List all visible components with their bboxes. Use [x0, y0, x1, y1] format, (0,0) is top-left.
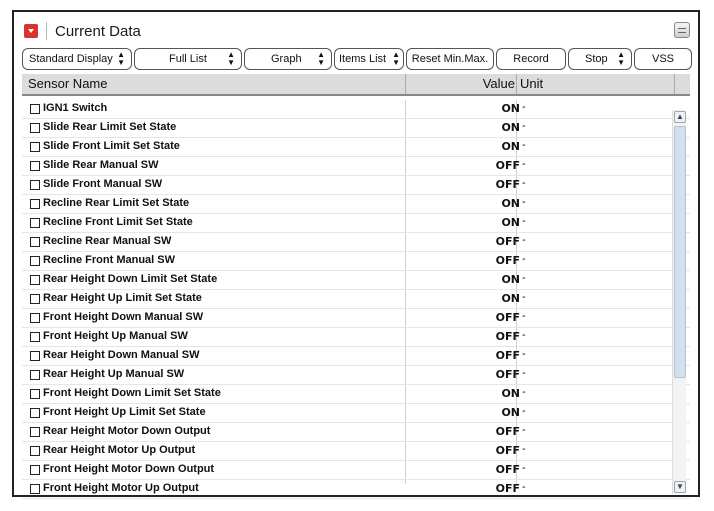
row-checkbox[interactable]: [30, 199, 40, 209]
sensor-unit: -: [522, 120, 526, 132]
standard-display-select[interactable]: [22, 48, 132, 70]
sensor-unit: -: [522, 405, 526, 417]
collapse-icon[interactable]: [24, 24, 38, 38]
sensor-unit: -: [522, 291, 526, 303]
row-checkbox[interactable]: [30, 389, 40, 399]
table-row[interactable]: [22, 309, 690, 328]
sensor-name: Front Height Motor Up Output: [43, 482, 199, 494]
sort-arrows-icon: ▲ ▼: [117, 50, 125, 67]
sensor-value: OFF: [495, 311, 520, 324]
table-row[interactable]: [22, 214, 690, 233]
row-checkbox[interactable]: [30, 313, 40, 323]
sensor-value: ON: [501, 292, 520, 305]
header-sensor-name[interactable]: Sensor Name: [28, 76, 108, 91]
sensor-unit: -: [522, 481, 526, 493]
table-row[interactable]: [22, 385, 690, 404]
sensor-name: Recline Front Manual SW: [43, 254, 176, 266]
sensor-name: IGN1 Switch: [43, 102, 108, 114]
table-row[interactable]: [22, 366, 690, 385]
sensor-unit: -: [522, 443, 526, 455]
row-checkbox[interactable]: [30, 275, 40, 285]
sensor-name: Rear Height Up Limit Set State: [43, 292, 202, 304]
sensor-name: Rear Height Up Manual SW: [43, 368, 185, 380]
sensor-name: Front Height Up Limit Set State: [43, 406, 206, 418]
sensor-value: OFF: [495, 235, 520, 248]
sensor-name: Rear Height Motor Down Output: [43, 425, 211, 437]
row-checkbox[interactable]: [30, 256, 40, 266]
sensor-name: Rear Height Down Limit Set State: [43, 273, 218, 285]
column-divider: [674, 74, 675, 94]
sensor-name: Recline Front Limit Set State: [43, 216, 193, 228]
sensor-unit: -: [522, 101, 526, 113]
sensor-value: OFF: [495, 159, 520, 172]
panel-title: Current Data: [55, 22, 141, 40]
table-row[interactable]: [22, 461, 690, 480]
table-row[interactable]: [22, 233, 690, 252]
table-row[interactable]: [22, 100, 690, 119]
row-checkbox[interactable]: [30, 332, 40, 342]
header-unit[interactable]: Unit: [520, 76, 544, 91]
sensor-name: Front Height Up Manual SW: [43, 330, 188, 342]
sensor-unit: -: [522, 177, 526, 189]
table-row[interactable]: [22, 271, 690, 290]
title-separator: [46, 22, 47, 40]
sensor-value: ON: [501, 121, 520, 134]
sensor-value: OFF: [495, 349, 520, 362]
sensor-name: Slide Front Manual SW: [43, 178, 163, 190]
current-data-panel: [12, 10, 700, 497]
scroll-thumb[interactable]: [674, 126, 686, 378]
table-row[interactable]: [22, 423, 690, 442]
sensor-value: OFF: [495, 482, 520, 495]
graph-label: Graph: [271, 53, 302, 65]
sensor-name: Front Height Motor Down Output: [43, 463, 215, 475]
table-row[interactable]: [22, 442, 690, 461]
sensor-value: OFF: [495, 254, 520, 267]
row-checkbox[interactable]: [30, 218, 40, 228]
panel-menu-icon[interactable]: [674, 22, 690, 38]
sensor-value: ON: [501, 140, 520, 153]
stop-label: Stop: [585, 53, 608, 65]
toolbar: [22, 48, 694, 72]
row-checkbox[interactable]: [30, 104, 40, 114]
sensor-name: Front Height Down Manual SW: [43, 311, 204, 323]
sensor-value: ON: [501, 216, 520, 229]
sensor-value: ON: [501, 273, 520, 286]
sensor-name: Slide Front Limit Set State: [43, 140, 180, 152]
sensor-name: Slide Rear Manual SW: [43, 159, 159, 171]
vss-button[interactable]: VSS: [634, 48, 692, 70]
panel-title-bar: [24, 20, 141, 42]
sensor-unit: -: [522, 462, 526, 474]
sensor-value: OFF: [495, 463, 520, 476]
sensor-value: ON: [501, 197, 520, 210]
sensor-unit: -: [522, 310, 526, 322]
column-divider: [405, 74, 406, 94]
table-row[interactable]: [22, 138, 690, 157]
sensor-unit: -: [522, 139, 526, 151]
sensor-unit: -: [522, 424, 526, 436]
items-list-label: Items List: [339, 53, 387, 65]
sensor-name: Rear Height Down Manual SW: [43, 349, 200, 361]
sensor-value: OFF: [495, 425, 520, 438]
table-header: [22, 74, 690, 96]
table-row[interactable]: [22, 290, 690, 309]
sensor-value: OFF: [495, 330, 520, 343]
sort-arrows-icon: ▲ ▼: [227, 50, 235, 67]
sensor-value: OFF: [495, 368, 520, 381]
row-checkbox[interactable]: [30, 142, 40, 152]
row-checkbox[interactable]: [30, 446, 40, 456]
sensor-name: Rear Height Motor Up Output: [43, 444, 196, 456]
header-value[interactable]: Value: [482, 76, 515, 91]
sensor-value: ON: [501, 406, 520, 419]
sensor-unit: -: [522, 215, 526, 227]
sensor-unit: -: [522, 253, 526, 265]
row-checkbox[interactable]: [30, 351, 40, 361]
sensor-value: ON: [501, 102, 520, 115]
row-checkbox[interactable]: [30, 408, 40, 418]
row-checkbox[interactable]: [30, 123, 40, 133]
sensor-value: OFF: [495, 444, 520, 457]
table-row[interactable]: [22, 347, 690, 366]
sensor-unit: -: [522, 329, 526, 341]
scroll-up-icon[interactable]: ▲: [674, 111, 686, 123]
full-list-label: Full List: [169, 53, 207, 65]
row-checkbox[interactable]: [30, 237, 40, 247]
stop-select[interactable]: [568, 48, 632, 70]
sensor-name: Recline Rear Manual SW: [43, 235, 172, 247]
table-row[interactable]: [22, 195, 690, 214]
table-row[interactable]: [22, 157, 690, 176]
sort-arrows-icon: ▲ ▼: [617, 50, 625, 67]
row-checkbox[interactable]: [30, 180, 40, 190]
sensor-unit: -: [522, 234, 526, 246]
table-row[interactable]: [22, 328, 690, 347]
column-divider: [516, 74, 517, 94]
row-checkbox[interactable]: [30, 484, 40, 494]
row-checkbox[interactable]: [30, 294, 40, 304]
sensor-name: Recline Rear Limit Set State: [43, 197, 190, 209]
items-list-select[interactable]: [334, 48, 404, 70]
sort-arrows-icon: ▲ ▼: [317, 50, 325, 67]
row-checkbox[interactable]: [30, 465, 40, 475]
table-row[interactable]: [22, 176, 690, 195]
full-list-select[interactable]: [134, 48, 242, 70]
sensor-unit: -: [522, 158, 526, 170]
vertical-scrollbar[interactable]: [672, 110, 686, 494]
reset-min-max-button[interactable]: Reset Min.Max.: [406, 48, 494, 70]
record-button[interactable]: Record: [496, 48, 566, 70]
sensor-unit: -: [522, 196, 526, 208]
sensor-unit: -: [522, 386, 526, 398]
sensor-unit: -: [522, 272, 526, 284]
sensor-name: Front Height Down Limit Set State: [43, 387, 221, 399]
graph-select[interactable]: [244, 48, 332, 70]
table-row[interactable]: [22, 252, 690, 271]
sensor-table: [22, 100, 690, 495]
sensor-unit: -: [522, 367, 526, 379]
sensor-value: ON: [501, 387, 520, 400]
sort-arrows-icon: ▲ ▼: [392, 50, 400, 67]
table-row[interactable]: [22, 404, 690, 423]
row-checkbox[interactable]: [30, 161, 40, 171]
sensor-unit: -: [522, 348, 526, 360]
scroll-down-icon[interactable]: ▼: [674, 481, 686, 493]
standard-display-label: Standard Display: [29, 53, 113, 65]
row-checkbox[interactable]: [30, 370, 40, 380]
table-row[interactable]: [22, 119, 690, 138]
row-checkbox[interactable]: [30, 427, 40, 437]
table-row[interactable]: [22, 480, 690, 499]
sensor-name: Slide Rear Limit Set State: [43, 121, 177, 133]
sensor-value: OFF: [495, 178, 520, 191]
